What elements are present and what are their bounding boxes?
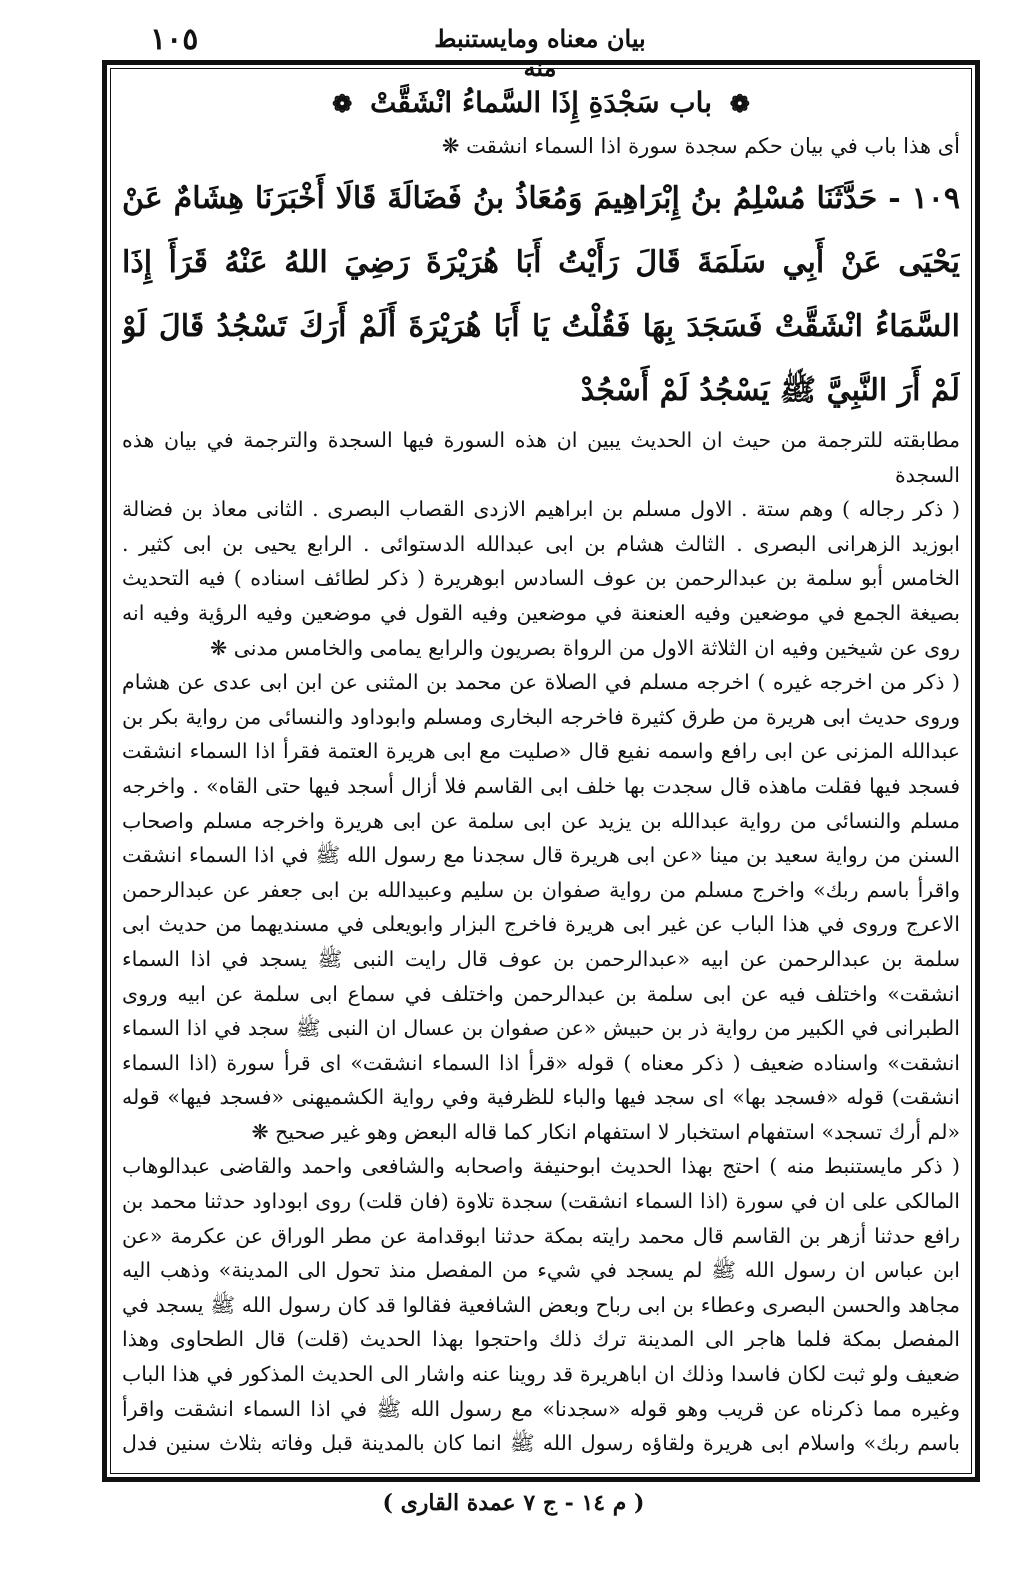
page-header: [0, 14, 1027, 82]
chapter-title: باب سَجْدَةِ إِذَا السَّماءُ انْشَقَّتْ: [370, 86, 712, 119]
chapter-intro: أى هذا باب في بيان حكم سجدة سورة اذا السماء انشقت ❋: [441, 134, 960, 158]
commentary-paragraph: ( ذكر مايستنبط منه ) احتج بهذا الحديث ابوحنيفة واصحابه والشافعى واحمد والقاضى عبدالوهاب المالكى على ان في سورة (اذا السماء انشقت) سجدة تلاوة (فان قلت) روى ابوداود حدثنا محمد بن رافع حدثنا أزهر بن القاسم قال محمد رايته بمكة حدثنا ابوقدامة عن مطر الوراق عن عكرمة «عن ابن عباس ان رسول الله ﷺ لم يسجد في شيء من المفصل منذ تحول الى المدينة» وذهب اليه مجاهد والحسن البصرى وعطاء بن ابى رباح وبعض الشافعية فقالوا قد كان رسول الله ﷺ يسجد في المفصل بمكة فلما هاجر الى المدينة ترك ذلك واحتجوا بهذا الحديث (قلت) قال الطحاوى وهذا ضعيف ولو ثبت لكان فاسدا وذلك ان اباهريرة قد روينا عنه واشار الى الحديث المذكور في هذا الباب وغيره مما ذكرناه عن قريب وهو قوله «سجدنا» مع رسول الله ﷺ في اذا السماء انشقت واقرأ باسم ربك» واسلام ابى هريرة ولقاؤه رسول الله ﷺ انما كان بالمدينة قبل وفاته بثلاث سنين فدل: [122, 1154, 960, 1456]
hadith-number: ١٠٩: [911, 181, 960, 216]
hadith-text: حَدَّثَنَا مُسْلِمُ بنُ إِبْرَاهِيمَ وَمُعَاذُ بنُ فَضَالَةَ قَالَا أَخْبَرَنَا هِشَامٌ عَنْ يَحْيَى عَنْ أَبِي سَلَمَةَ قَالَ رَأَيْتُ أَبَا هُرَيْرَةَ رَضِيَ اللهُ عَنْهُ قَرَأَ إِذَا السَّمَاءُ انْشَقَّتْ فَسَجَدَ بِهَا فَقُلْتُ يَا أَبَا هُرَيْرَةَ أَلَمْ أَرَكَ تَسْجُدُ قَالَ لَوْ لَمْ أَرَ النَّبِيَّ ﷺ يَسْجُدُ لَمْ أَسْجُدْ: [122, 181, 960, 408]
chapter-heading: [122, 86, 960, 119]
hadith-text-block: ١٠٩ - حَدَّثَنَا مُسْلِمُ بنُ إِبْرَاهِيمَ وَمُعَاذُ بنُ فَضَالَةَ قَالَا أَخْبَرَنَا هِشَامٌ عَنْ يَحْيَى عَنْ أَبِي سَلَمَةَ قَالَ رَأَيْتُ أَبَا هُرَيْرَةَ رَضِيَ اللهُ عَنْهُ قَرَأَ إِذَا السَّمَاءُ انْشَقَّتْ فَسَجَدَ بِهَا فَقُلْتُ يَا أَبَا هُرَيْرَةَ أَلَمْ أَرَكَ تَسْجُدُ قَالَ لَوْ لَمْ أَرَ النَّبِيَّ ﷺ يَسْجُدُ لَمْ أَسْجُدْ: [122, 181, 960, 408]
page-number: ١٠٥: [150, 22, 199, 57]
ornament-left-icon: ❁: [332, 89, 353, 118]
running-title: بيان معناه ومايستنبط منه: [434, 24, 646, 82]
commentary-paragraph: ( ذكر من اخرجه غيره ) اخرجه مسلم في الصلاة عن محمد بن المثنى عن ابن ابى عدى عن هشام وروى حديث ابى هريرة من طرق كثيرة فاخرجه البخارى ومسلم وابوداود والنسائى من رواية بكر بن عبدالله المزنى عن ابى رافع واسمه نفيع قال «صليت مع ابى هريرة العتمة فقرأ اذا السماء انشقت فسجد فيها فقلت ماهذه قال سجدت بها خلف ابى القاسم فلا أزال أسجد فيها حتى القاه» . واخرجه مسلم والنسائى من رواية عبدالله بن يزيد عن ابى سلمة عن ابى هريرة واخرجه مسلم واصحاب السنن من رواية سعيد بن مينا «عن ابى هريرة قال سجدنا مع رسول الله ﷺ في اذا السماء انشقت واقرأ باسم ربك» واخرج مسلم من رواية صفوان بن سليم وعبيدالله بن ابى جعفر عن عبدالرحمن الاعرج وروى في هذا الباب عن غير ابى هريرة فاخرج البزار وابويعلى في مسنديهما من حديث ابى سلمة بن عبدالرحمن عن ابيه «عبدالرحمن بن عوف قال رايت النبى ﷺ يسجد في اذا السماء انشقت» واختلف فيه عن ابى سلمة بن عبدالرحمن واختلف في سماع ابى سلمة عن ابيه وروى الطبرانى في الكبير من رواية ذر بن حبيش «عن صفوان بن عسال ان النبى ﷺ سجد في اذا السماء انشقت» واسناده ضعيف ( ذكر معناه ) قوله «قرأ اذا السماء انشقت» اى قرأ سورة (اذا السماء انشقت) قوله «فسجد بها» اى سجد فيها والباء للظرفية وفي رواية الكشميهنى «فسجد فيها» قوله «لم أرك تسجد» استفهام استخبار لا استفهام انكار كما قاله البعض وهو غير صحيح ❋: [122, 670, 960, 1144]
commentary-paragraph: ( ذكر رجاله ) وهم ستة . الاول مسلم بن ابراهيم الازدى القصاب البصرى . الثانى معاذ بن فضالة ابوزيد الزهرانى البصرى . الثالث هشام بن ابى عبدالله الدستوائى . الرابع يحيى بن ابى كثير . الخامس أبو سلمة بن عبدالرحمن بن عوف السادس ابوهريرة ( ذكر لطائف اسناده ) فيه التحديث بصيغة الجمع في موضعين وفيه العنعنة في موضعين وفيه القول في موضعين وفيه الرؤية وفيه انه روى عن شيخين وفيه ان الثلاثة الاول من الرواة بصريون والرابع يمامى والخامس مدنى ❋: [122, 497, 960, 660]
footer-signature: ( م ١٤ - ج ٧ عمدة القارى ): [382, 1490, 645, 1516]
commentary-paragraph: مطابقته للترجمة من حيث ان الحديث يبين ان هذه السورة فيها السجدة والترجمة في بيان هذه السجدة: [122, 428, 960, 487]
page-body: [122, 80, 960, 1464]
ornament-right-icon: ❁: [729, 89, 750, 118]
